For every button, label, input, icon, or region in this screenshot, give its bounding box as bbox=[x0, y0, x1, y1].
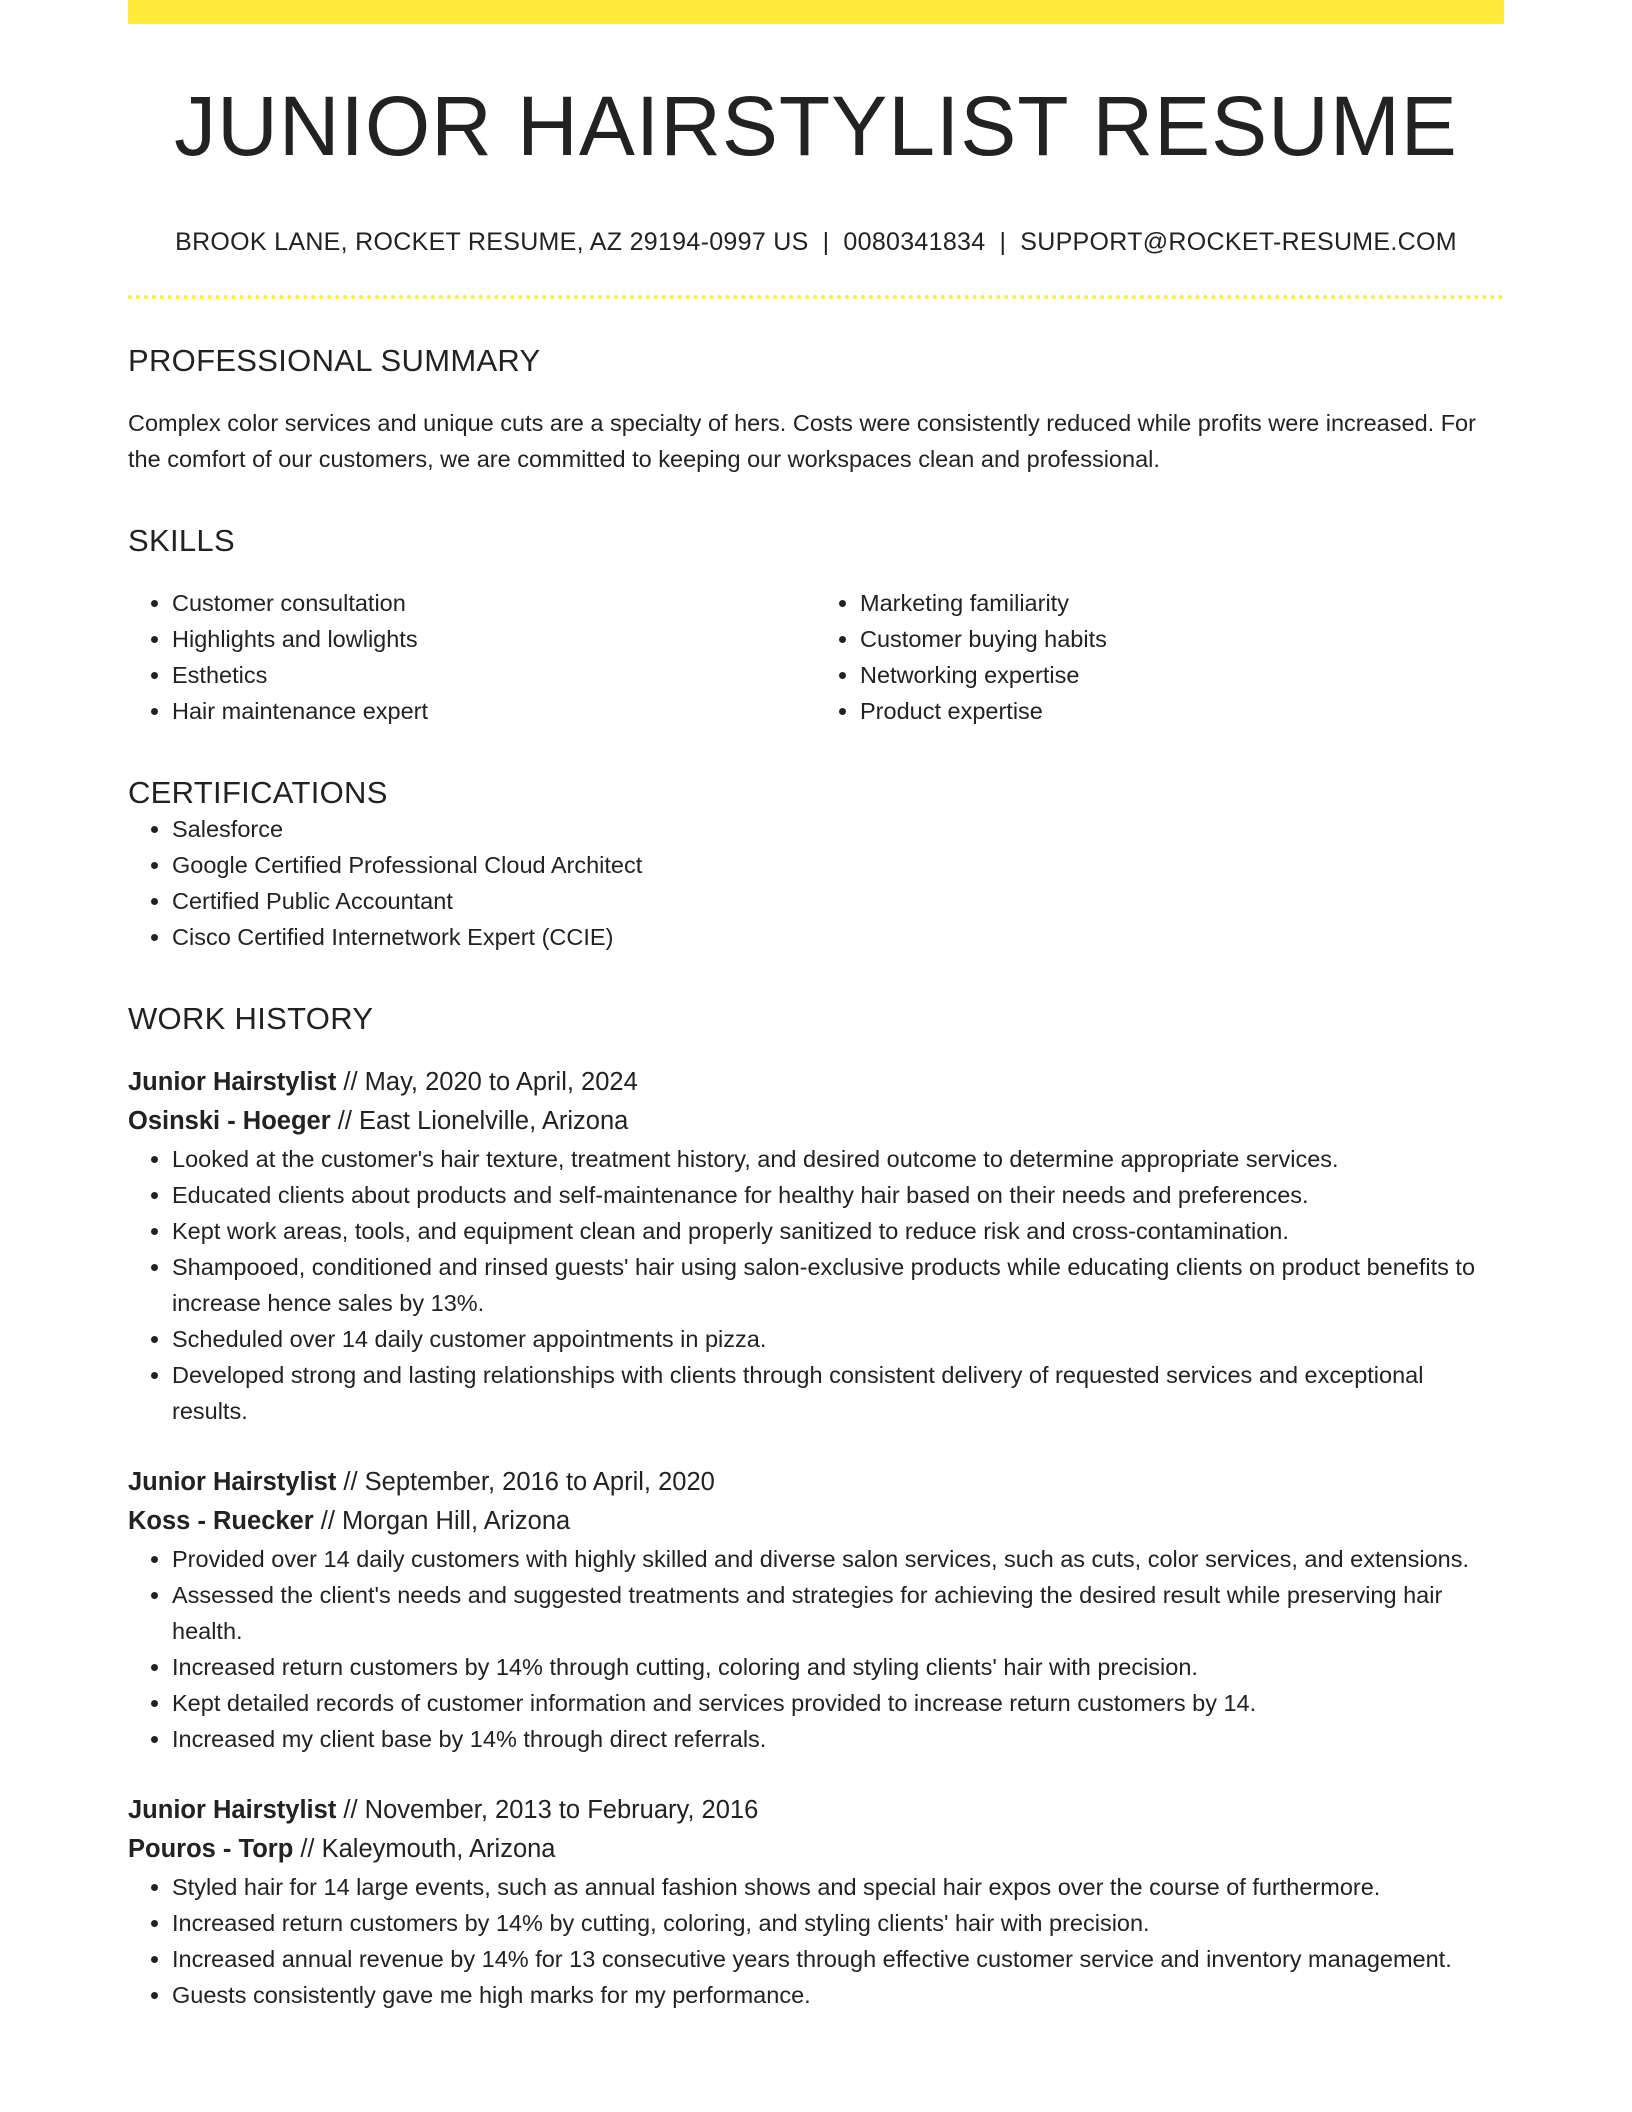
certification-item: • Cisco Certified Internetwork Expert (CCIE) bbox=[172, 919, 1504, 955]
certification-item: • Google Certified Professional Cloud Architect bbox=[172, 847, 1504, 883]
skill-item: • Product expertise bbox=[860, 693, 1504, 729]
resume-page bbox=[128, 0, 1504, 2013]
skill-item: • Marketing familiarity bbox=[860, 585, 1504, 621]
skill-item: • Hair maintenance expert bbox=[172, 693, 816, 729]
job-entry bbox=[128, 1791, 1504, 2013]
job-bullets bbox=[128, 1869, 1504, 2013]
job-company: Pouros - Torp bbox=[128, 1835, 294, 1864]
skill-item: • Customer consultation bbox=[172, 585, 816, 621]
job-entry bbox=[128, 1063, 1504, 1429]
summary-heading: PROFESSIONAL SUMMARY bbox=[128, 343, 541, 379]
job-bullet: • Scheduled over 14 daily customer appointments in pizza. bbox=[172, 1321, 1504, 1357]
skill-item: • Networking expertise bbox=[860, 657, 1504, 693]
certifications-list bbox=[128, 811, 1504, 955]
job-location: // East Lionelville, Arizona bbox=[330, 1107, 629, 1136]
job-bullet: • Assessed the client's needs and suggested treatments and strategies for achieving the desired result while preserving hair health. bbox=[172, 1577, 1504, 1649]
dotted-divider bbox=[128, 295, 1504, 299]
job-bullet: • Educated clients about products and self-maintenance for healthy hair based on their needs and preferences. bbox=[172, 1177, 1504, 1213]
job-bullet: • Provided over 14 daily customers with highly skilled and diverse salon services, such as cuts, color services, and extensions. bbox=[172, 1541, 1504, 1577]
certifications-heading: CERTIFICATIONS bbox=[128, 775, 388, 811]
job-bullet: • Shampooed, conditioned and rinsed guests' hair using salon-exclusive products while educating clients on product benefits to increase hence sales by 13%. bbox=[172, 1249, 1504, 1321]
job-role-line bbox=[128, 1063, 1504, 1102]
job-role: Junior Hairstylist bbox=[128, 1068, 337, 1097]
skills-heading: SKILLS bbox=[128, 523, 235, 559]
resume-title: JUNIOR HAIRSTYLIST RESUME bbox=[174, 79, 1458, 173]
job-company: Osinski - Hoeger bbox=[128, 1107, 331, 1136]
job-bullet: • Developed strong and lasting relationships with clients through consistent delivery of requested services and exceptional results. bbox=[172, 1357, 1504, 1429]
skill-item: • Highlights and lowlights bbox=[172, 621, 816, 657]
certification-item: • Salesforce bbox=[172, 811, 1504, 847]
job-bullets bbox=[128, 1141, 1504, 1429]
job-company-line bbox=[128, 1830, 1504, 1869]
job-bullet: • Increased return customers by 14% through cutting, coloring and styling clients' hair with precision. bbox=[172, 1649, 1504, 1685]
job-bullet: • Kept work areas, tools, and equipment clean and properly sanitized to reduce risk and cross-contamination. bbox=[172, 1213, 1504, 1249]
job-bullet: • Looked at the customer's hair texture, treatment history, and desired outcome to determine appropriate services. bbox=[172, 1141, 1504, 1177]
job-company: Koss - Ruecker bbox=[128, 1507, 314, 1536]
contact-email: SUPPORT@ROCKET-RESUME.COM bbox=[1020, 228, 1457, 257]
contact-address: BROOK LANE, ROCKET RESUME, AZ 29194-0997 US bbox=[175, 228, 809, 257]
job-bullet: • Guests consistently gave me high marks for my performance. bbox=[172, 1977, 1504, 2013]
job-role: Junior Hairstylist bbox=[128, 1468, 337, 1497]
job-role: Junior Hairstylist bbox=[128, 1796, 337, 1825]
skills-left-list bbox=[128, 585, 816, 729]
skill-item: • Customer buying habits bbox=[860, 621, 1504, 657]
summary-text: Complex color services and unique cuts are a specialty of hers. Costs were consistently reduced while profits were increased. For the comfort of our customers, we are committed to keeping our workspaces clean and professional. bbox=[128, 410, 1476, 473]
job-role-line bbox=[128, 1791, 1504, 1830]
job-company-line bbox=[128, 1502, 1504, 1541]
skills-right-list bbox=[816, 585, 1504, 729]
job-location: // Morgan Hill, Arizona bbox=[313, 1507, 571, 1536]
job-bullets bbox=[128, 1541, 1504, 1757]
job-bullet: • Kept detailed records of customer information and services provided to increase return customers by 14. bbox=[172, 1685, 1504, 1721]
job-dates: // May, 2020 to April, 2024 bbox=[336, 1068, 638, 1097]
job-company-line bbox=[128, 1102, 1504, 1141]
job-bullet: • Increased my client base by 14% through direct referrals. bbox=[172, 1721, 1504, 1757]
job-role-line bbox=[128, 1463, 1504, 1502]
job-bullet: • Increased annual revenue by 14% for 13 consecutive years through effective customer service and inventory management. bbox=[172, 1941, 1504, 1977]
contact-separator: | bbox=[999, 228, 1007, 257]
job-bullet: • Styled hair for 14 large events, such as annual fashion shows and special hair expos over the course of furthermore. bbox=[172, 1869, 1504, 1905]
job-bullet: • Increased return customers by 14% by cutting, coloring, and styling clients' hair with precision. bbox=[172, 1905, 1504, 1941]
contact-separator: | bbox=[822, 228, 830, 257]
accent-top-bar bbox=[128, 0, 1504, 24]
job-dates: // September, 2016 to April, 2020 bbox=[336, 1468, 715, 1497]
job-entry bbox=[128, 1463, 1504, 1757]
skill-item: • Esthetics bbox=[172, 657, 816, 693]
contact-line bbox=[128, 228, 1504, 257]
certification-item: • Certified Public Accountant bbox=[172, 883, 1504, 919]
work-history-heading: WORK HISTORY bbox=[128, 1001, 374, 1037]
job-dates: // November, 2013 to February, 2016 bbox=[336, 1796, 759, 1825]
job-location: // Kaleymouth, Arizona bbox=[293, 1835, 556, 1864]
contact-phone: 0080341834 bbox=[843, 228, 986, 257]
skills-grid bbox=[128, 585, 1504, 729]
